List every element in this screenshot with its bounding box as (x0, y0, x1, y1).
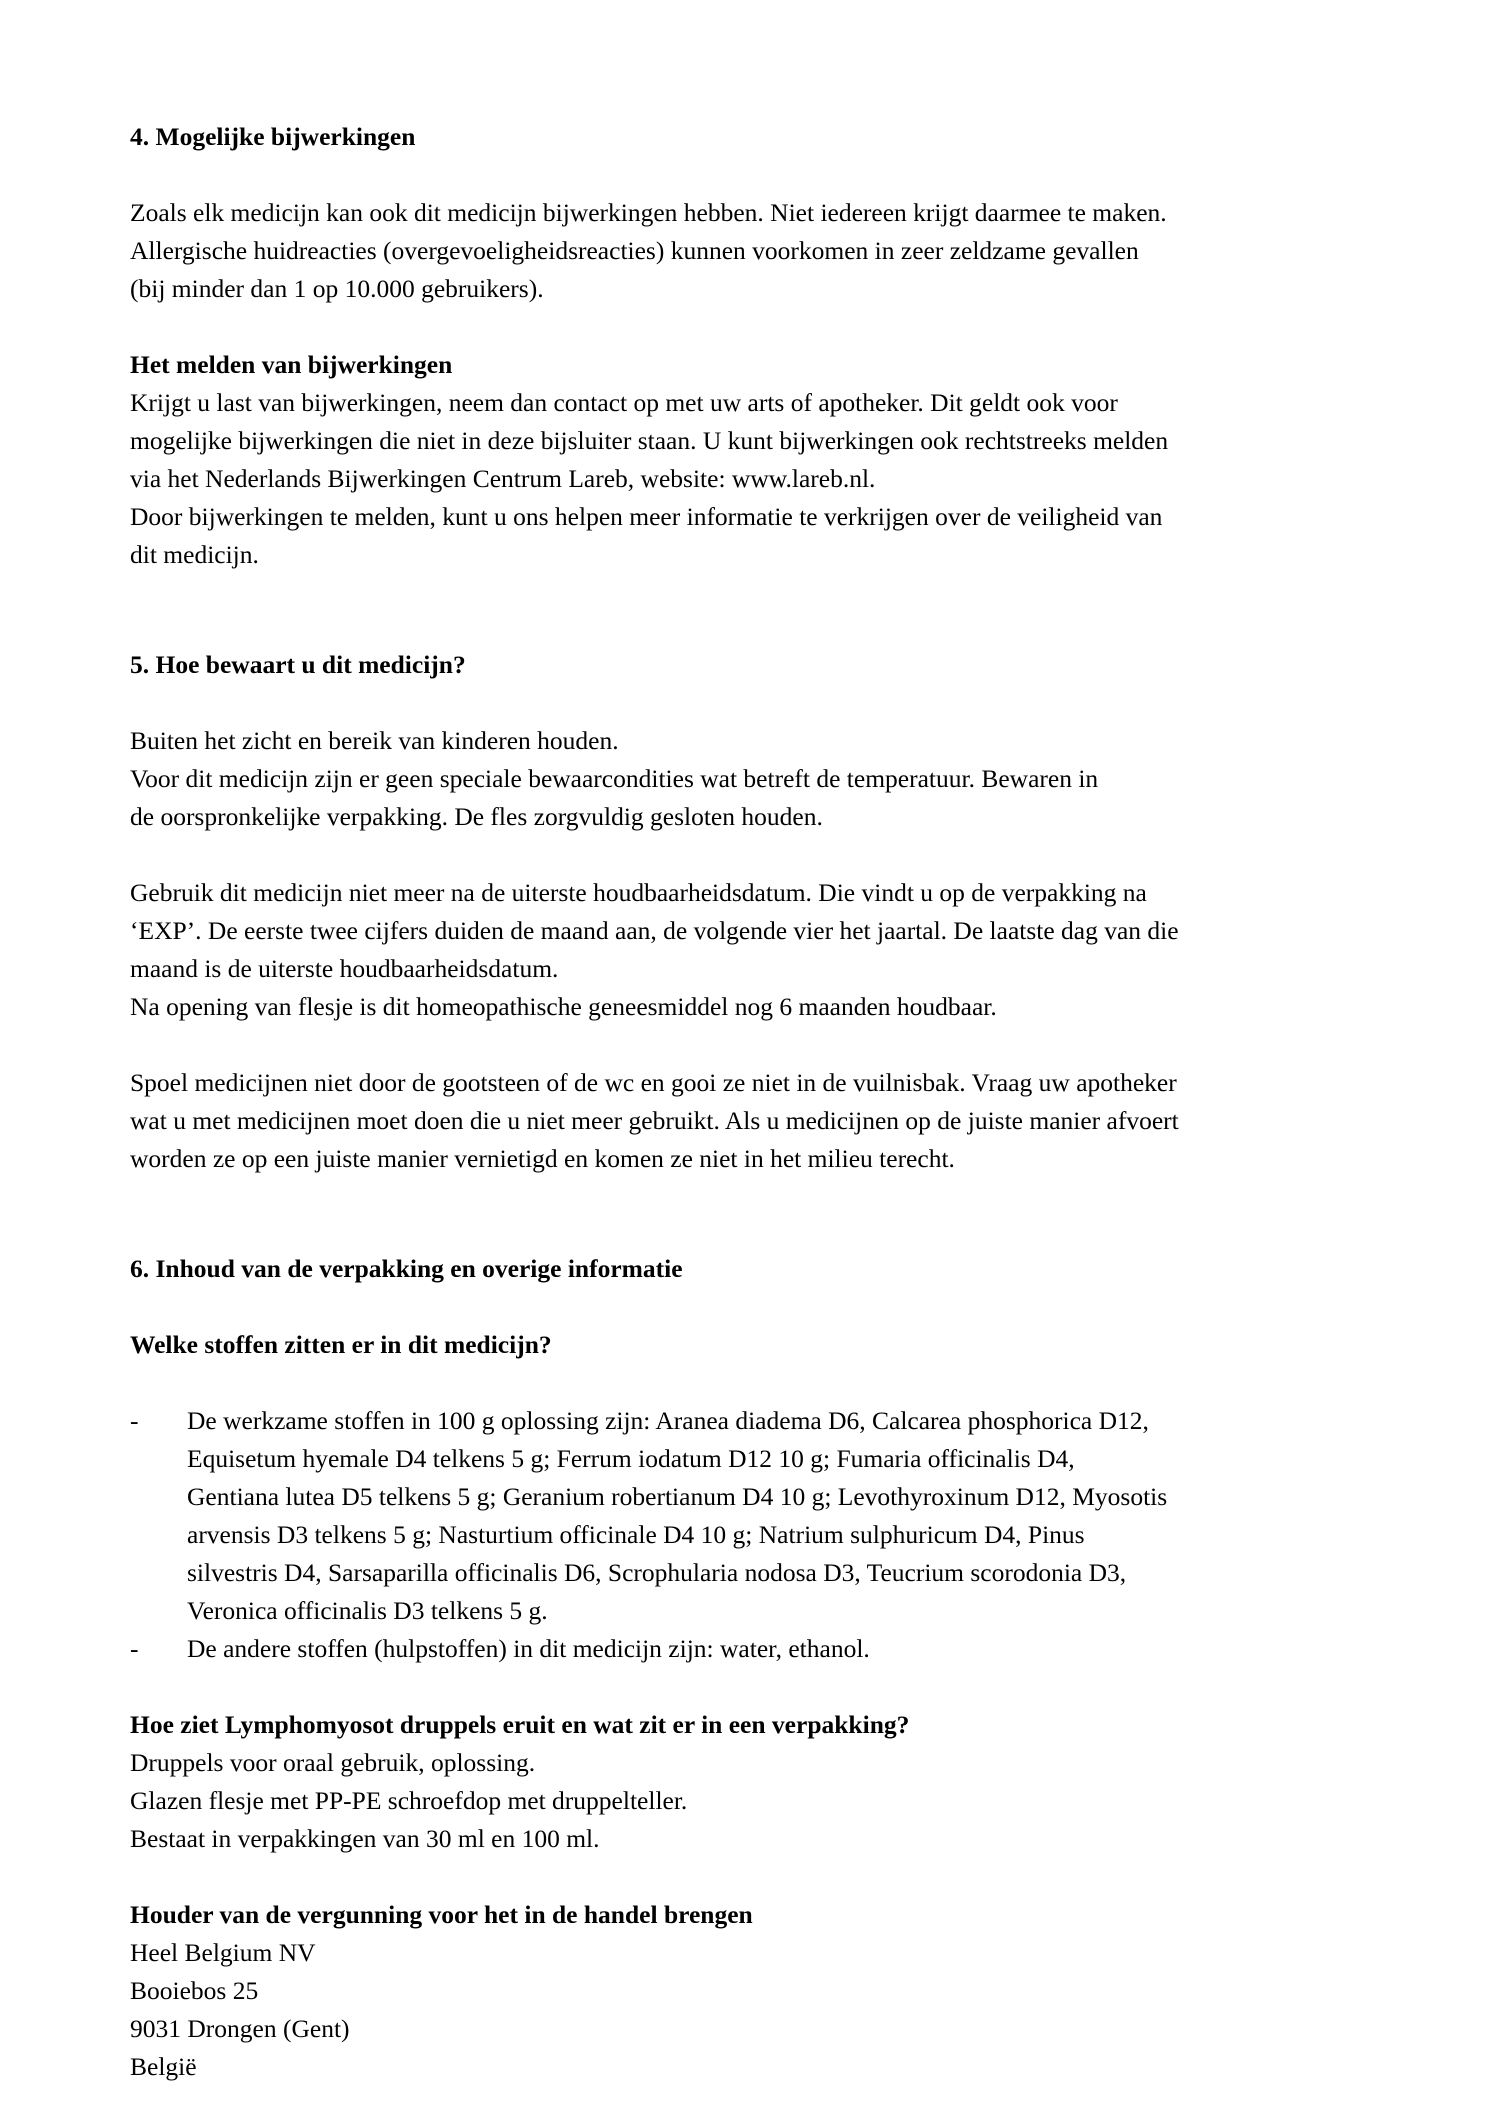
section-4-intro-line-3: (bij minder dan 1 op 10.000 gebruikers). (130, 274, 544, 303)
spacer (130, 836, 1385, 874)
bullet-dash-marker: - (130, 1634, 139, 1663)
spacer (130, 156, 1385, 194)
spacer (130, 1026, 1385, 1064)
storage-line-3: de oorspronkelijke verpakking. De fles zorgvuldig gesloten houden. (130, 802, 823, 831)
ingredient-line: arvensis D3 telkens 5 g; Nasturtium officinale D4 10 g; Natrium sulphuricum D4, Pinus (187, 1520, 1085, 1549)
holder-company-name: Heel Belgium NV (130, 1938, 316, 1967)
holder-street-address: Booiebos 25 (130, 1976, 259, 2005)
ingredients-heading: Welke stoffen zitten er in dit medicijn? (130, 1330, 552, 1359)
expiry-line-3: maand is de uiterste houdbaarheidsdatum. (130, 954, 559, 983)
marketing-authorisation-holder-heading: Houder van de vergunning voor het in de handel brengen (130, 1900, 753, 1929)
appearance-line-3: Bestaat in verpakkingen van 30 ml en 100 ml. (130, 1824, 600, 1853)
expiry-line-1: Gebruik dit medicijn niet meer na de uiterste houdbaarheidsdatum. Die vindt u op de verpakking na (130, 878, 1147, 907)
spacer (130, 1178, 1385, 1250)
ingredient-line: De werkzame stoffen in 100 g oplossing zijn: Aranea diadema D6, Calcarea phosphorica D12, (187, 1406, 1149, 1435)
section-6-heading: 6. Inhoud van de verpakking en overige informatie (130, 1254, 683, 1283)
appearance-heading: Hoe ziet Lymphomyosot druppels eruit en wat zit er in een verpakking? (130, 1710, 910, 1739)
reporting-line-2: mogelijke bijwerkingen die niet in deze bijsluiter staan. U kunt bijwerkingen ook rechtstreeks melden (130, 426, 1169, 455)
ingredient-line: Gentiana lutea D5 telkens 5 g; Geranium robertianum D4 10 g; Levothyroxinum D12, Myosotis (187, 1482, 1168, 1511)
disposal-line-1: Spoel medicijnen niet door de gootsteen of de wc en gooi ze niet in de vuilnisbak. Vraag uw apotheker (130, 1068, 1177, 1097)
reporting-line-5: dit medicijn. (130, 540, 259, 569)
appearance-line-1: Druppels voor oraal gebruik, oplossing. (130, 1748, 536, 1777)
reporting-line-4: Door bijwerkingen te melden, kunt u ons helpen meer informatie te verkrijgen over de veiligheid van (130, 502, 1163, 531)
section-5-heading: 5. Hoe bewaart u dit medicijn? (130, 650, 466, 679)
spacer (130, 1288, 1385, 1326)
spacer (130, 308, 1385, 346)
section-4-intro-line-2: Allergische huidreacties (overgevoeligheidsreacties) kunnen voorkomen in zeer zeldzame gevallen (130, 236, 1139, 265)
spacer (130, 574, 1385, 646)
spacer (130, 1364, 1385, 1402)
disposal-line-3: worden ze op een juiste manier vernietigd en komen ze niet in het milieu terecht. (130, 1144, 955, 1173)
spacer (130, 1668, 1385, 1706)
list-item (130, 1402, 1385, 1630)
appearance-line-2: Glazen flesje met PP-PE schroefdop met druppelteller. (130, 1786, 688, 1815)
document-body (130, 118, 1385, 2086)
expiry-line-2: ‘EXP’. De eerste twee cijfers duiden de maand aan, de volgende vier het jaartal. De laatste dag van die (130, 916, 1179, 945)
bullet-dash-marker: - (130, 1406, 139, 1435)
ingredient-line: Veronica officinalis D3 telkens 5 g. (187, 1596, 548, 1625)
ingredient-line: Equisetum hyemale D4 telkens 5 g; Ferrum iodatum D12 10 g; Fumaria officinalis D4, (187, 1444, 1075, 1473)
list-item (130, 1630, 1385, 1668)
reporting-side-effects-heading: Het melden van bijwerkingen (130, 350, 453, 379)
storage-line-1: Buiten het zicht en bereik van kinderen houden. (130, 726, 619, 755)
reporting-line-3: via het Nederlands Bijwerkingen Centrum Lareb, website: www.lareb.nl. (130, 464, 876, 493)
ingredients-list (130, 1402, 1385, 1668)
spacer (130, 1858, 1385, 1896)
holder-city: 9031 Drongen (Gent) (130, 2014, 350, 2043)
holder-country: België (130, 2052, 197, 2081)
section-4-heading: 4. Mogelijke bijwerkingen (130, 122, 416, 151)
expiry-line-4: Na opening van flesje is dit homeopathische geneesmiddel nog 6 maanden houdbaar. (130, 992, 997, 1021)
spacer (130, 684, 1385, 722)
storage-line-2: Voor dit medicijn zijn er geen speciale bewaarcondities wat betreft de temperatuur. Bewaren in (130, 764, 1099, 793)
reporting-line-1: Krijgt u last van bijwerkingen, neem dan contact op met uw arts of apotheker. Dit geldt ook voor (130, 388, 1118, 417)
excipients-line: De andere stoffen (hulpstoffen) in dit medicijn zijn: water, ethanol. (187, 1634, 870, 1663)
section-4-intro-line-1: Zoals elk medicijn kan ook dit medicijn bijwerkingen hebben. Niet iedereen krijgt daarmee te maken. (130, 198, 1167, 227)
ingredient-line: silvestris D4, Sarsaparilla officinalis D6, Scrophularia nodosa D3, Teucrium scorodonia D3, (187, 1558, 1127, 1587)
disposal-line-2: wat u met medicijnen moet doen die u niet meer gebruikt. Als u medicijnen op de juiste manier afvoert (130, 1106, 1179, 1135)
